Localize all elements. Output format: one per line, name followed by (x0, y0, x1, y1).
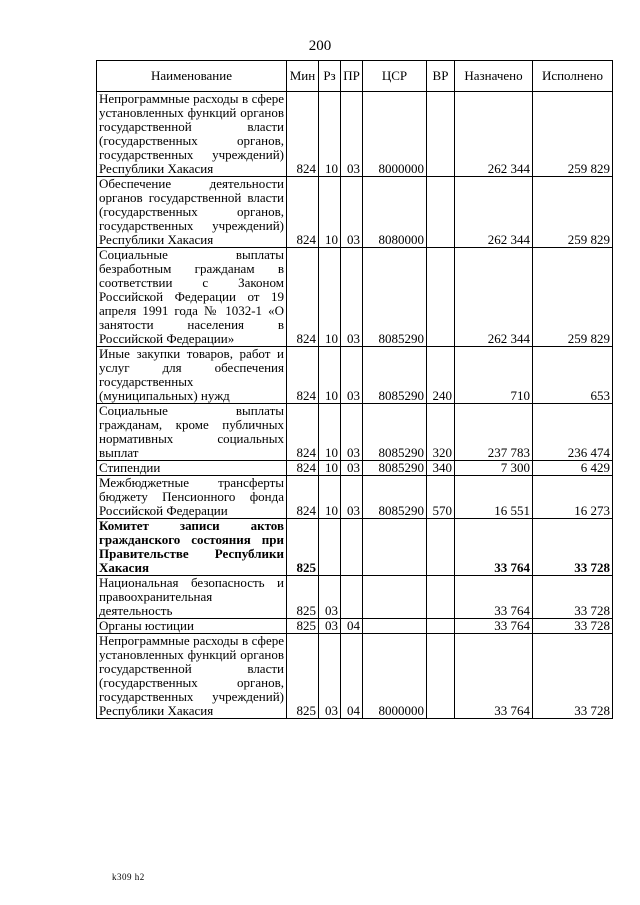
cell-rz: 10 (319, 92, 341, 177)
cell-min: 824 (287, 461, 319, 476)
table-row (97, 177, 613, 248)
cell-vr: 570 (427, 476, 455, 519)
cell-assigned: 7 300 (455, 461, 533, 476)
cell-pr: 03 (341, 347, 363, 404)
cell-name: Комитет записи актов гражданского состояния при Правительстве Республики Хакасия (97, 519, 287, 576)
cell-csr: 8085290 (363, 347, 427, 404)
cell-vr (427, 248, 455, 347)
cell-name: Непрограммные расходы в сфере установленных функций органов государственной власти (государственных органов, государственных учреждений) Республики Хакасия (97, 634, 287, 719)
cell-min: 824 (287, 347, 319, 404)
cell-min: 824 (287, 92, 319, 177)
cell-pr: 03 (341, 461, 363, 476)
cell-assigned: 33 764 (455, 519, 533, 576)
cell-name: Обеспечение деятельности органов государственной власти (государственных органов, государственных учреждений) Республики Хакасия (97, 177, 287, 248)
cell-rz: 10 (319, 177, 341, 248)
cell-pr: 03 (341, 476, 363, 519)
table-row (97, 92, 613, 177)
cell-assigned: 237 783 (455, 404, 533, 461)
header-rz: Рз (319, 61, 341, 92)
cell-name: Социальные выплаты гражданам, кроме публичных нормативных социальных выплат (97, 404, 287, 461)
cell-assigned: 710 (455, 347, 533, 404)
cell-executed: 33 728 (533, 619, 613, 634)
cell-min: 824 (287, 177, 319, 248)
cell-min: 825 (287, 619, 319, 634)
page-number: 200 (308, 38, 332, 54)
table-row (97, 576, 613, 619)
cell-vr (427, 177, 455, 248)
cell-pr (341, 519, 363, 576)
table-header-row (97, 61, 613, 92)
table-row (97, 519, 613, 576)
cell-vr: 240 (427, 347, 455, 404)
cell-pr: 04 (341, 619, 363, 634)
header-vr: ВР (427, 61, 455, 92)
cell-rz: 03 (319, 619, 341, 634)
cell-assigned: 262 344 (455, 92, 533, 177)
header-csr: ЦСР (363, 61, 427, 92)
cell-csr: 8000000 (363, 92, 427, 177)
table-row (97, 404, 613, 461)
cell-min: 825 (287, 519, 319, 576)
cell-min: 825 (287, 576, 319, 619)
cell-vr: 340 (427, 461, 455, 476)
cell-csr (363, 619, 427, 634)
header-name: Наименование (97, 61, 287, 92)
cell-csr: 8000000 (363, 634, 427, 719)
cell-rz: 03 (319, 576, 341, 619)
cell-vr: 320 (427, 404, 455, 461)
cell-csr: 8085290 (363, 248, 427, 347)
cell-executed: 16 273 (533, 476, 613, 519)
cell-csr (363, 519, 427, 576)
cell-pr: 03 (341, 92, 363, 177)
cell-executed: 33 728 (533, 576, 613, 619)
cell-executed: 653 (533, 347, 613, 404)
cell-rz: 10 (319, 461, 341, 476)
cell-min: 824 (287, 476, 319, 519)
table-row (97, 634, 613, 719)
cell-pr: 03 (341, 177, 363, 248)
cell-executed: 259 829 (533, 92, 613, 177)
header-assigned: Назначено (455, 61, 533, 92)
cell-assigned: 33 764 (455, 634, 533, 719)
header-min: Мин (287, 61, 319, 92)
cell-csr: 8085290 (363, 404, 427, 461)
cell-rz: 10 (319, 476, 341, 519)
cell-csr (363, 576, 427, 619)
cell-executed: 259 829 (533, 248, 613, 347)
cell-executed: 236 474 (533, 404, 613, 461)
budget-table (96, 60, 613, 719)
cell-assigned: 262 344 (455, 177, 533, 248)
cell-pr (341, 576, 363, 619)
cell-pr: 03 (341, 248, 363, 347)
cell-rz: 03 (319, 634, 341, 719)
document-stamp: k309 h2 (112, 872, 145, 882)
cell-executed: 33 728 (533, 634, 613, 719)
cell-min: 824 (287, 404, 319, 461)
table-row (97, 476, 613, 519)
cell-assigned: 33 764 (455, 576, 533, 619)
cell-min: 825 (287, 634, 319, 719)
cell-name: Органы юстиции (97, 619, 287, 634)
cell-pr: 04 (341, 634, 363, 719)
cell-name: Непрограммные расходы в сфере установленных функций органов государственной власти (государственных органов, государственных учреждений) Республики Хакасия (97, 92, 287, 177)
cell-executed: 259 829 (533, 177, 613, 248)
cell-min: 824 (287, 248, 319, 347)
header-executed: Исполнено (533, 61, 613, 92)
cell-rz: 10 (319, 347, 341, 404)
cell-vr (427, 519, 455, 576)
cell-assigned: 262 344 (455, 248, 533, 347)
cell-name: Стипендии (97, 461, 287, 476)
cell-rz: 10 (319, 248, 341, 347)
cell-executed: 6 429 (533, 461, 613, 476)
table-row (97, 248, 613, 347)
cell-name: Межбюджетные трансферты бюджету Пенсионного фонда Российской Федерации (97, 476, 287, 519)
cell-vr (427, 576, 455, 619)
table-body (97, 92, 613, 719)
cell-vr (427, 634, 455, 719)
cell-csr: 8085290 (363, 461, 427, 476)
cell-name: Иные закупки товаров, работ и услуг для обеспечения государственных (муниципальных) нужд (97, 347, 287, 404)
header-pr: ПР (341, 61, 363, 92)
cell-pr: 03 (341, 404, 363, 461)
cell-rz: 10 (319, 404, 341, 461)
cell-vr (427, 619, 455, 634)
cell-executed: 33 728 (533, 519, 613, 576)
cell-csr: 8080000 (363, 177, 427, 248)
cell-vr (427, 92, 455, 177)
cell-assigned: 33 764 (455, 619, 533, 634)
cell-assigned: 16 551 (455, 476, 533, 519)
cell-name: Социальные выплаты безработным гражданам в соответствии с Законом Российской Федерации от 19 апреля 1991 года № 1032-1 «О занятости населения в Российской Федерации» (97, 248, 287, 347)
table-row (97, 347, 613, 404)
table-row (97, 619, 613, 634)
cell-csr: 8085290 (363, 476, 427, 519)
cell-name: Национальная безопасность и правоохранительная деятельность (97, 576, 287, 619)
table-row (97, 461, 613, 476)
cell-rz (319, 519, 341, 576)
